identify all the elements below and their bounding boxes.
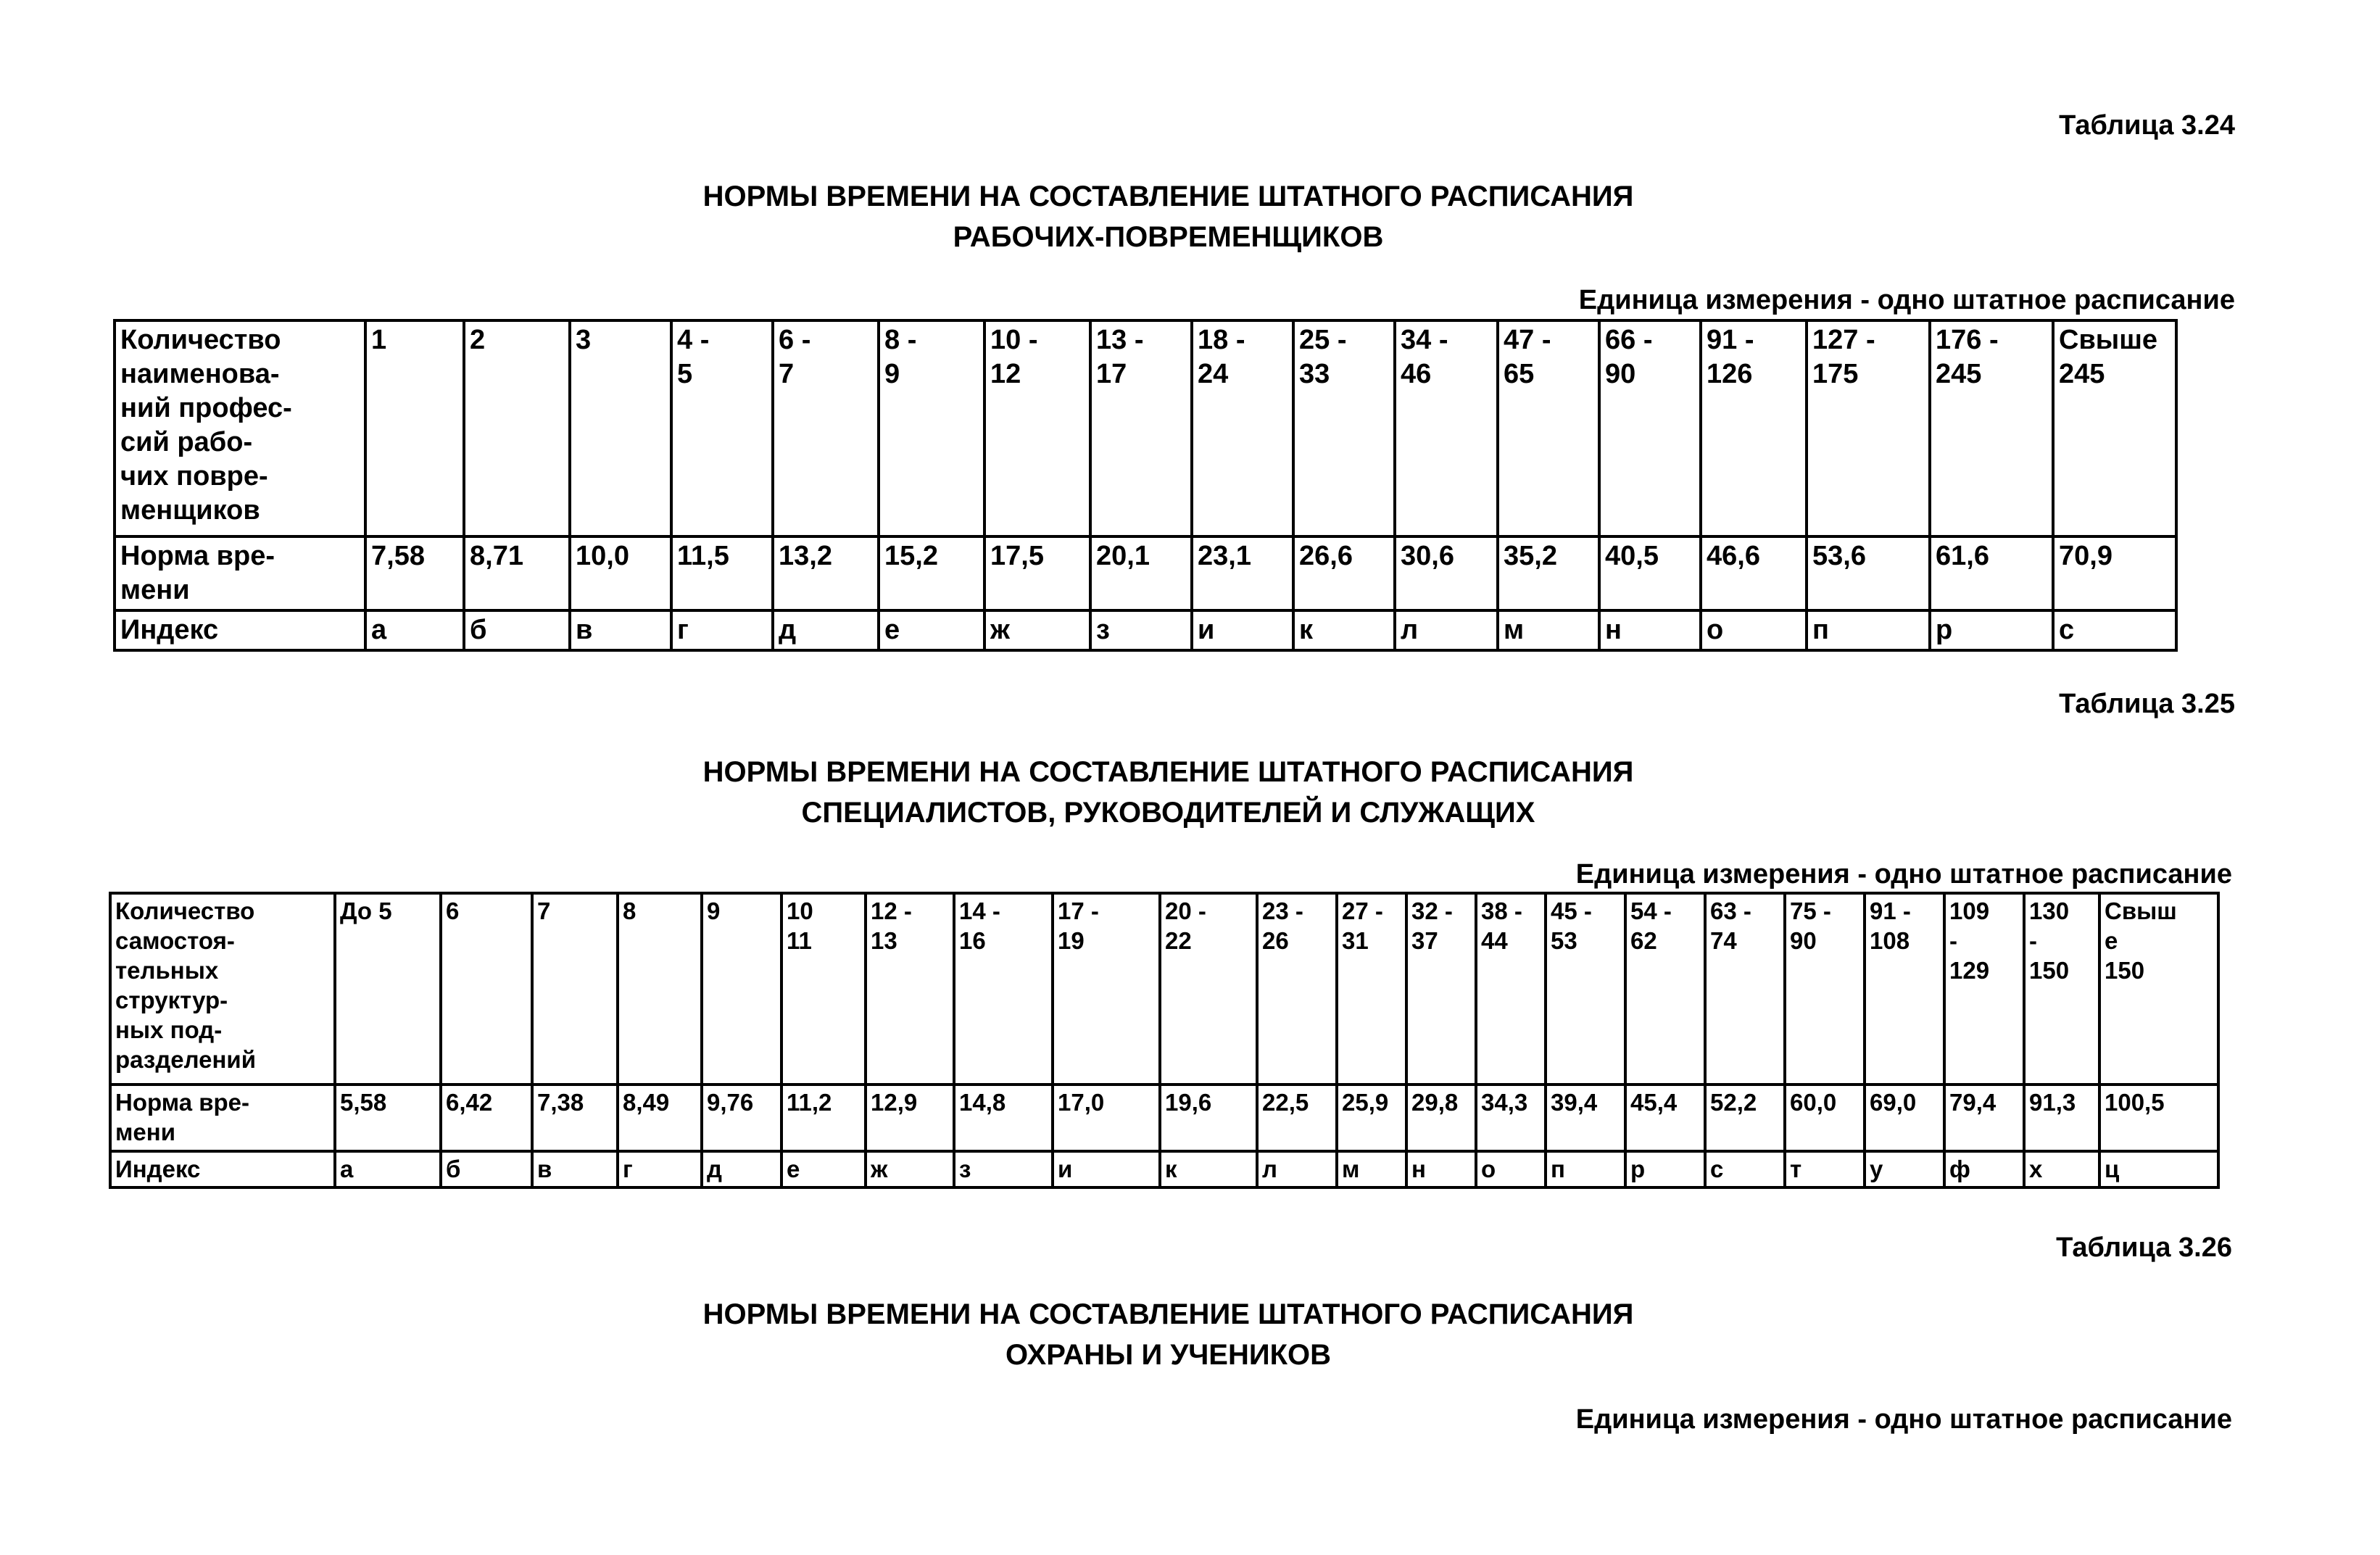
table-cell-norm: 60,0 (1785, 1085, 1865, 1151)
table-cell-count: Свыш е 150 (2099, 893, 2218, 1085)
table-title-line: СПЕЦИАЛИСТОВ, РУКОВОДИТЕЛЕЙ И СЛУЖАЩИХ (801, 797, 1535, 829)
table-cell-index: и (1192, 610, 1293, 650)
unit-note: Единица измерения - одно штатное расписание (1575, 859, 2232, 890)
table-cell-norm: 91,3 (2024, 1085, 2099, 1151)
table-cell-norm: 61,6 (1930, 536, 2053, 610)
table-cell-count: 7 (532, 893, 618, 1085)
table-cell-norm: 12,9 (866, 1085, 954, 1151)
table-cell-norm: 79,4 (1944, 1085, 2024, 1151)
table-cell-count: 25 - 33 (1293, 320, 1395, 536)
table-cell-count: 8 - 9 (879, 320, 984, 536)
table-cell-count: 130 - 150 (2024, 893, 2099, 1085)
table-cell-index: з (954, 1151, 1053, 1187)
table-cell-count: 32 - 37 (1406, 893, 1476, 1085)
table-cell-index: а (365, 610, 464, 650)
table-cell-index: ц (2099, 1151, 2218, 1187)
table-cell-count: 13 - 17 (1090, 320, 1192, 536)
table-cell-norm: 45,4 (1625, 1085, 1705, 1151)
table-cell-norm: 8,71 (464, 536, 570, 610)
table-cell-index: м (1337, 1151, 1406, 1187)
table-cell-index: л (1395, 610, 1498, 650)
table-cell-count: 3 (570, 320, 671, 536)
table-cell-norm: 46,6 (1701, 536, 1807, 610)
table-cell-count: 10 11 (781, 893, 866, 1085)
table-title (0, 752, 2358, 833)
table-cell-count: 8 (618, 893, 702, 1085)
table-cell-index: м (1498, 610, 1599, 650)
table-cell-count: 4 - 5 (671, 320, 773, 536)
row-label: Количество наименова- ний профес- сий рабо- чих повре- менщиков (115, 320, 365, 536)
table-cell-index: д (702, 1151, 781, 1187)
table-cell-count: 12 - 13 (866, 893, 954, 1085)
table-cell-index: с (1705, 1151, 1785, 1187)
table-cell-count: 109 - 129 (1944, 893, 2024, 1085)
table-cell-index: е (879, 610, 984, 650)
table-cell-index: х (2024, 1151, 2099, 1187)
table-cell-count: До 5 (335, 893, 441, 1085)
row-label: Количество самостоя- тельных структур- ных под- разделений (110, 893, 335, 1085)
table-cell-norm: 14,8 (954, 1085, 1053, 1151)
table-cell-index: к (1293, 610, 1395, 650)
table-row (115, 320, 2176, 536)
table-cell-count: Свыше 245 (2053, 320, 2176, 536)
table-cell-norm: 100,5 (2099, 1085, 2218, 1151)
table-cell-index: о (1701, 610, 1807, 650)
table-cell-count: 9 (702, 893, 781, 1085)
table-cell-count: 47 - 65 (1498, 320, 1599, 536)
table-cell-norm: 29,8 (1406, 1085, 1476, 1151)
table-cell-norm: 17,5 (984, 536, 1090, 610)
table-cell-norm: 20,1 (1090, 536, 1192, 610)
table-cell-norm: 11,2 (781, 1085, 866, 1151)
table-cell-index: г (618, 1151, 702, 1187)
table-cell-count: 1 (365, 320, 464, 536)
table-cell-norm: 35,2 (1498, 536, 1599, 610)
table-cell-count: 45 - 53 (1546, 893, 1625, 1085)
table-title-line: НОРМЫ ВРЕМЕНИ НА СОСТАВЛЕНИЕ ШТАТНОГО РАСПИСАНИЯ (702, 1298, 1634, 1330)
norm-table (109, 892, 2220, 1189)
table-cell-index: б (441, 1151, 532, 1187)
table-cell-index: к (1160, 1151, 1257, 1187)
table-cell-norm: 19,6 (1160, 1085, 1257, 1151)
table-cell-count: 20 - 22 (1160, 893, 1257, 1085)
row-label: Индекс (115, 610, 365, 650)
table-cell-norm: 22,5 (1257, 1085, 1337, 1151)
table-cell-index: и (1053, 1151, 1160, 1187)
table-cell-norm: 39,4 (1546, 1085, 1625, 1151)
table-cell-index: т (1785, 1151, 1865, 1187)
table-row (115, 536, 2176, 610)
table-cell-count: 34 - 46 (1395, 320, 1498, 536)
table-cell-count: 38 - 44 (1476, 893, 1546, 1085)
table-cell-index: о (1476, 1151, 1546, 1187)
table-cell-count: 17 - 19 (1053, 893, 1160, 1085)
table-cell-index: п (1807, 610, 1930, 650)
table-cell-norm: 11,5 (671, 536, 773, 610)
table-cell-index: д (773, 610, 879, 650)
table-row (110, 893, 2218, 1085)
table-cell-norm: 70,9 (2053, 536, 2176, 610)
table-title-line: ОХРАНЫ И УЧЕНИКОВ (1005, 1339, 1332, 1371)
row-label: Норма вре- мени (110, 1085, 335, 1151)
table-cell-index: р (1930, 610, 2053, 650)
table-number: Таблица 3.25 (2059, 689, 2235, 719)
table-cell-count: 127 - 175 (1807, 320, 1930, 536)
table-cell-norm: 10,0 (570, 536, 671, 610)
table-cell-count: 176 - 245 (1930, 320, 2053, 536)
table-title-line: НОРМЫ ВРЕМЕНИ НА СОСТАВЛЕНИЕ ШТАТНОГО РАСПИСАНИЯ (702, 756, 1634, 788)
table-cell-count: 54 - 62 (1625, 893, 1705, 1085)
table-cell-index: ж (866, 1151, 954, 1187)
table-cell-index: н (1599, 610, 1701, 650)
table-cell-index: з (1090, 610, 1192, 650)
table-cell-norm: 5,58 (335, 1085, 441, 1151)
table-cell-norm: 9,76 (702, 1085, 781, 1151)
table-cell-norm: 13,2 (773, 536, 879, 610)
table-cell-count: 75 - 90 (1785, 893, 1865, 1085)
table-number: Таблица 3.26 (2056, 1232, 2232, 1263)
table-cell-norm: 52,2 (1705, 1085, 1785, 1151)
table-cell-count: 66 - 90 (1599, 320, 1701, 536)
table-cell-count: 6 (441, 893, 532, 1085)
table-cell-norm: 7,38 (532, 1085, 618, 1151)
table-title (0, 1294, 2358, 1375)
table-cell-count: 91 - 108 (1865, 893, 1944, 1085)
table-cell-norm: 40,5 (1599, 536, 1701, 610)
table-cell-index: ф (1944, 1151, 2024, 1187)
table-title (0, 176, 2358, 257)
table-cell-norm: 23,1 (1192, 536, 1293, 610)
table-cell-index: б (464, 610, 570, 650)
table-title-line: РАБОЧИХ-ПОВРЕМЕНЩИКОВ (953, 221, 1384, 253)
table-row (115, 610, 2176, 650)
table-cell-index: г (671, 610, 773, 650)
table-cell-count: 27 - 31 (1337, 893, 1406, 1085)
table-row (110, 1085, 2218, 1151)
table-number: Таблица 3.24 (2059, 110, 2235, 141)
table-cell-norm: 69,0 (1865, 1085, 1944, 1151)
table-cell-index: у (1865, 1151, 1944, 1187)
table-cell-norm: 6,42 (441, 1085, 532, 1151)
table-cell-count: 6 - 7 (773, 320, 879, 536)
table-cell-norm: 15,2 (879, 536, 984, 610)
table-cell-norm: 53,6 (1807, 536, 1930, 610)
norm-table (113, 319, 2178, 652)
table-cell-count: 14 - 16 (954, 893, 1053, 1085)
table-cell-norm: 7,58 (365, 536, 464, 610)
table-cell-index: н (1406, 1151, 1476, 1187)
table-cell-count: 18 - 24 (1192, 320, 1293, 536)
unit-note: Единица измерения - одно штатное расписание (1575, 1404, 2232, 1435)
table-cell-count: 91 - 126 (1701, 320, 1807, 536)
table-cell-index: а (335, 1151, 441, 1187)
table-cell-count: 23 - 26 (1257, 893, 1337, 1085)
unit-note: Единица измерения - одно штатное расписание (1578, 285, 2235, 315)
table-cell-count: 63 - 74 (1705, 893, 1785, 1085)
table-cell-index: с (2053, 610, 2176, 650)
table-cell-count: 2 (464, 320, 570, 536)
table-cell-index: в (532, 1151, 618, 1187)
row-label: Норма вре- мени (115, 536, 365, 610)
table-cell-index: р (1625, 1151, 1705, 1187)
table-cell-norm: 30,6 (1395, 536, 1498, 610)
table-cell-norm: 26,6 (1293, 536, 1395, 610)
table-cell-count: 10 - 12 (984, 320, 1090, 536)
row-label: Индекс (110, 1151, 335, 1187)
table-cell-norm: 8,49 (618, 1085, 702, 1151)
table-cell-norm: 17,0 (1053, 1085, 1160, 1151)
table-cell-index: в (570, 610, 671, 650)
table-title-line: НОРМЫ ВРЕМЕНИ НА СОСТАВЛЕНИЕ ШТАТНОГО РАСПИСАНИЯ (702, 181, 1634, 212)
table-cell-norm: 25,9 (1337, 1085, 1406, 1151)
table-cell-index: е (781, 1151, 866, 1187)
table-cell-index: п (1546, 1151, 1625, 1187)
table-cell-index: л (1257, 1151, 1337, 1187)
table-cell-norm: 34,3 (1476, 1085, 1546, 1151)
table-cell-index: ж (984, 610, 1090, 650)
table-row (110, 1151, 2218, 1187)
